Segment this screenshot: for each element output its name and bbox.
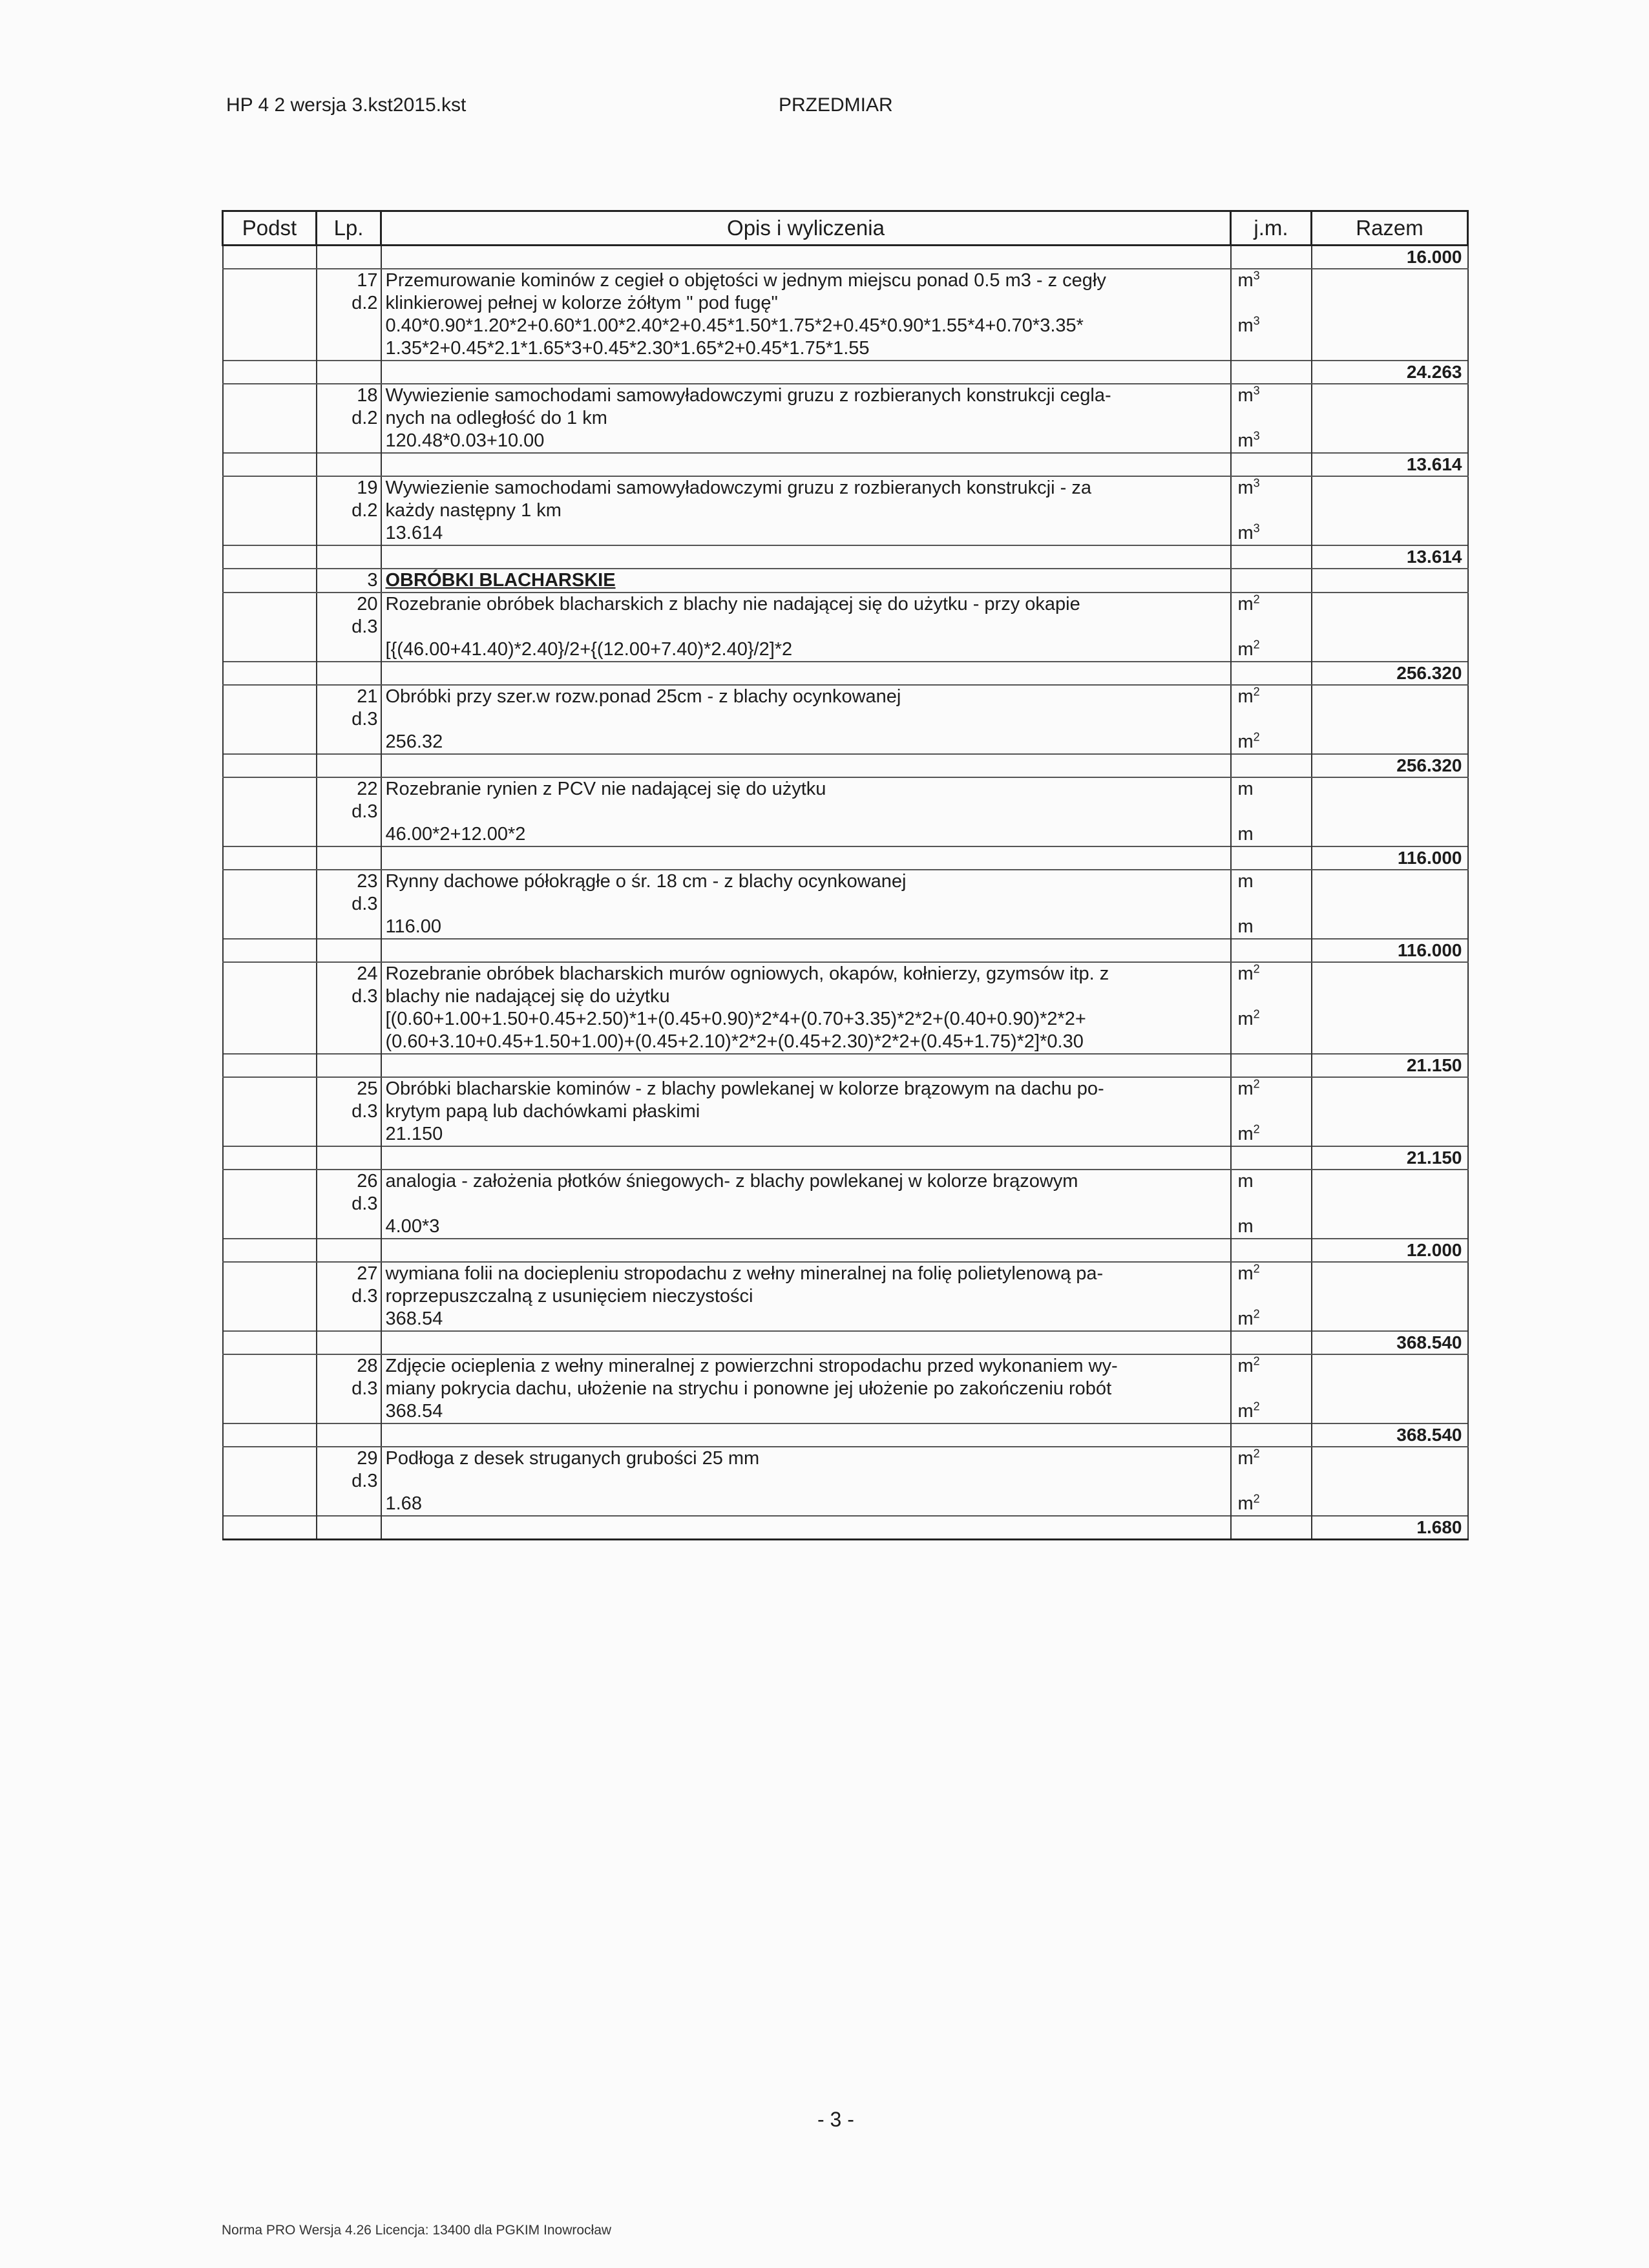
item-podstawa: d.3 xyxy=(317,616,381,638)
sum-row xyxy=(223,662,1468,685)
item-podstawa: d.2 xyxy=(317,499,381,522)
item-line-row xyxy=(223,1447,1468,1470)
item-unit: m xyxy=(1231,1170,1312,1193)
item-unit: $m^2$ xyxy=(1231,1008,1312,1031)
item-line-row xyxy=(223,801,1468,823)
sum-row xyxy=(223,754,1468,777)
item-unit: $m^3$ xyxy=(1231,269,1312,292)
razem-value: 12.000 xyxy=(1312,1239,1468,1262)
item-calculation: 368.54 xyxy=(381,1400,1231,1423)
item-number: 28 xyxy=(317,1354,381,1378)
item-line-row xyxy=(223,1262,1468,1285)
item-description xyxy=(381,893,1231,916)
item-podstawa: d.3 xyxy=(317,1193,381,1215)
item-unit xyxy=(1231,1193,1312,1215)
item-unit xyxy=(1231,1285,1312,1308)
item-unit xyxy=(1231,1378,1312,1400)
item-unit xyxy=(1231,1100,1312,1123)
item-calculation: 13.614 xyxy=(381,522,1231,545)
item-unit: $m^3$ xyxy=(1231,384,1312,407)
item-podstawa: d.3 xyxy=(317,1470,381,1493)
item-description: wymiana folii na dociepleniu stropodachu z wełny mineralnej na folię polietylenową pa- xyxy=(381,1262,1231,1285)
item-number: 26 xyxy=(317,1170,381,1193)
col-header-razem: Razem xyxy=(1312,211,1468,246)
item-calculation: (0.60+3.10+0.45+1.50+1.00)+(0.45+2.10)*2*2+(0.45+2.30)*2*2+(0.45+1.75)*2]*0.30 xyxy=(381,1031,1231,1054)
razem-value: 13.614 xyxy=(1312,453,1468,476)
item-unit xyxy=(1231,337,1312,361)
item-description: roprzepuszczalną z usunięciem nieczystości xyxy=(381,1285,1231,1308)
item-line-row xyxy=(223,1493,1468,1516)
item-line-row xyxy=(223,685,1468,708)
item-unit: $m^2$ xyxy=(1231,1354,1312,1378)
item-line-row xyxy=(223,616,1468,638)
item-line-row xyxy=(223,1100,1468,1123)
item-unit: $m^3$ xyxy=(1231,430,1312,453)
sum-row xyxy=(223,939,1468,962)
sum-row xyxy=(223,1054,1468,1077)
item-description xyxy=(381,616,1231,638)
item-line-row xyxy=(223,708,1468,731)
sum-row xyxy=(223,1239,1468,1262)
item-description: Rynny dachowe półokrągłe o śr. 18 cm - z blachy ocynkowanej xyxy=(381,870,1231,893)
item-unit: $m^3$ xyxy=(1231,476,1312,499)
item-description: Wywiezienie samochodami samowyładowczymi gruzu z rozbieranych konstrukcji cegla- xyxy=(381,384,1231,407)
item-unit xyxy=(1231,1031,1312,1054)
sum-row xyxy=(223,1146,1468,1170)
sum-row xyxy=(223,1516,1468,1540)
razem-value: 256.320 xyxy=(1312,662,1468,685)
item-line-row xyxy=(223,315,1468,337)
item-description: Rozebranie obróbek blacharskich murów ogniowych, okapów, kołnierzy, gzymsów itp. z xyxy=(381,962,1231,985)
sum-row xyxy=(223,246,1468,269)
item-description: miany pokrycia dachu, ułożenie na strychu i ponowne jej ułożenie po zakończeniu robót xyxy=(381,1378,1231,1400)
item-calculation: [{(46.00+41.40)*2.40}/2+{(12.00+7.40)*2.40}/2]*2 xyxy=(381,638,1231,662)
item-number: 25 xyxy=(317,1077,381,1100)
item-description: Wywiezienie samochodami samowyładowczymi gruzu z rozbieranych konstrukcji - za xyxy=(381,476,1231,499)
item-unit: $m^2$ xyxy=(1231,1262,1312,1285)
item-description xyxy=(381,1193,1231,1215)
item-line-row xyxy=(223,916,1468,939)
razem-value: 1.680 xyxy=(1312,1516,1468,1540)
section-number: 3 xyxy=(317,569,381,593)
item-line-row xyxy=(223,292,1468,315)
item-calculation: 4.00*3 xyxy=(381,1215,1231,1239)
item-number: 21 xyxy=(317,685,381,708)
section-row xyxy=(223,569,1468,593)
item-line-row xyxy=(223,593,1468,616)
item-unit: $m^3$ xyxy=(1231,315,1312,337)
item-line-row xyxy=(223,1470,1468,1493)
sum-row xyxy=(223,1423,1468,1447)
col-header-opis: Opis i wyliczenia xyxy=(381,211,1231,246)
item-unit xyxy=(1231,893,1312,916)
item-podstawa: d.3 xyxy=(317,1378,381,1400)
item-calculation: 21.150 xyxy=(381,1123,1231,1146)
item-line-row xyxy=(223,1193,1468,1215)
sum-row xyxy=(223,1331,1468,1354)
item-line-row xyxy=(223,337,1468,361)
item-podstawa: d.3 xyxy=(317,708,381,731)
item-unit: $m^2$ xyxy=(1231,1123,1312,1146)
razem-value: 368.540 xyxy=(1312,1423,1468,1447)
item-number: 17 xyxy=(317,269,381,292)
item-description: 0.40*0.90*1.20*2+0.60*1.00*2.40*2+0.45*1.50*1.75*2+0.45*0.90*1.55*4+0.70*3.35* xyxy=(381,315,1231,337)
item-line-row xyxy=(223,1378,1468,1400)
sum-row xyxy=(223,453,1468,476)
item-unit xyxy=(1231,1470,1312,1493)
item-description: klinkierowej pełnej w kolorze żółtym " pod fugę" xyxy=(381,292,1231,315)
item-line-row xyxy=(223,1008,1468,1031)
item-unit: $m^2$ xyxy=(1231,1308,1312,1331)
item-description: analogia - założenia płotków śniegowych- z blachy powlekanej w kolorze brązowym xyxy=(381,1170,1231,1193)
item-description: Przemurowanie kominów z cegieł o objętości w jednym miejscu ponad 0.5 m3 - z cegły xyxy=(381,269,1231,292)
item-number: 20 xyxy=(317,593,381,616)
item-description: Rozebranie obróbek blacharskich z blachy nie nadającej się do użytku - przy okapie xyxy=(381,593,1231,616)
item-number: 18 xyxy=(317,384,381,407)
razem-value: 116.000 xyxy=(1312,846,1468,870)
sum-row xyxy=(223,846,1468,870)
item-unit: $m^2$ xyxy=(1231,1493,1312,1516)
item-unit: $m^2$ xyxy=(1231,1400,1312,1423)
item-description xyxy=(381,801,1231,823)
header-title: PRZEDMIAR xyxy=(779,94,893,116)
item-line-row xyxy=(223,777,1468,801)
item-podstawa: d.3 xyxy=(317,801,381,823)
item-description: krytym papą lub dachówkami płaskimi xyxy=(381,1100,1231,1123)
section-title: OBRÓBKI BLACHARSKIE xyxy=(381,569,1231,593)
item-podstawa: d.3 xyxy=(317,985,381,1008)
item-unit: $m^2$ xyxy=(1231,1447,1312,1470)
razem-value: 16.000 xyxy=(1312,246,1468,269)
item-calculation: 1.35*2+0.45*2.1*1.65*3+0.45*2.30*1.65*2+0.45*1.75*1.55 xyxy=(381,337,1231,361)
item-calculation: 368.54 xyxy=(381,1308,1231,1331)
item-number: 29 xyxy=(317,1447,381,1470)
item-line-row xyxy=(223,1170,1468,1193)
item-unit: $m^2$ xyxy=(1231,1077,1312,1100)
item-unit xyxy=(1231,801,1312,823)
item-line-row xyxy=(223,1308,1468,1331)
item-line-row xyxy=(223,1077,1468,1100)
item-line-row xyxy=(223,870,1468,893)
item-line-row xyxy=(223,1123,1468,1146)
item-podstawa: d.2 xyxy=(317,292,381,315)
item-unit: $m^2$ xyxy=(1231,962,1312,985)
razem-value: 21.150 xyxy=(1312,1054,1468,1077)
razem-value: 24.263 xyxy=(1312,361,1468,384)
item-description xyxy=(381,1470,1231,1493)
item-description: blachy nie nadającej się do użytku xyxy=(381,985,1231,1008)
item-description: Zdjęcie ocieplenia z wełny mineralnej z powierzchni stropodachu przed wykonaniem wy- xyxy=(381,1354,1231,1378)
item-calculation: 116.00 xyxy=(381,916,1231,939)
page-number: - 3 - xyxy=(817,2108,854,2131)
item-unit xyxy=(1231,708,1312,731)
item-line-row xyxy=(223,823,1468,846)
item-calculation: 256.32 xyxy=(381,731,1231,754)
item-line-row xyxy=(223,269,1468,292)
razem-value: 116.000 xyxy=(1312,939,1468,962)
item-unit: $m^2$ xyxy=(1231,731,1312,754)
item-unit: $m^2$ xyxy=(1231,685,1312,708)
table-header-row xyxy=(223,211,1468,246)
header-filename: HP 4 2 wersja 3.kst2015.kst xyxy=(226,94,467,116)
razem-value: 368.540 xyxy=(1312,1331,1468,1354)
item-number: 24 xyxy=(317,962,381,985)
item-line-row xyxy=(223,1031,1468,1054)
item-unit: m xyxy=(1231,777,1312,801)
item-unit: $m^2$ xyxy=(1231,638,1312,662)
sum-row xyxy=(223,361,1468,384)
item-calculation: 1.68 xyxy=(381,1493,1231,1516)
sum-row xyxy=(223,545,1468,569)
item-line-row xyxy=(223,1285,1468,1308)
item-description: nych na odległość do 1 km xyxy=(381,407,1231,430)
item-podstawa: d.3 xyxy=(317,1100,381,1123)
item-description xyxy=(381,708,1231,731)
item-description: Obróbki przy szer.w rozw.ponad 25cm - z blachy ocynkowanej xyxy=(381,685,1231,708)
item-unit xyxy=(1231,616,1312,638)
item-unit: m xyxy=(1231,1215,1312,1239)
table-body xyxy=(223,246,1468,1540)
item-line-row xyxy=(223,731,1468,754)
footer-license: Norma PRO Wersja 4.26 Licencja: 13400 dla PGKIM Inowrocław xyxy=(222,2223,612,2238)
item-description: Obróbki blacharskie kominów - z blachy powlekanej w kolorze brązowym na dachu po- xyxy=(381,1077,1231,1100)
item-description: każdy następny 1 km xyxy=(381,499,1231,522)
item-calculation: 46.00*2+12.00*2 xyxy=(381,823,1231,846)
przedmiar-table xyxy=(222,210,1469,1540)
item-line-row xyxy=(223,407,1468,430)
item-unit xyxy=(1231,292,1312,315)
item-podstawa: d.3 xyxy=(317,1285,381,1308)
item-description: [(0.60+1.00+1.50+0.45+2.50)*1+(0.45+0.90)*2*4+(0.70+3.35)*2*2+(0.40+0.90)*2*2+ xyxy=(381,1008,1231,1031)
razem-value: 13.614 xyxy=(1312,545,1468,569)
item-podstawa: d.3 xyxy=(317,893,381,916)
razem-value: 256.320 xyxy=(1312,754,1468,777)
item-line-row xyxy=(223,893,1468,916)
item-description: Podłoga z desek struganych grubości 25 mm xyxy=(381,1447,1231,1470)
item-unit: m xyxy=(1231,870,1312,893)
item-unit: m xyxy=(1231,823,1312,846)
col-header-lp: Lp. xyxy=(317,211,381,246)
item-unit: m xyxy=(1231,916,1312,939)
item-line-row xyxy=(223,430,1468,453)
item-unit xyxy=(1231,407,1312,430)
col-header-podst: Podst xyxy=(223,211,317,246)
item-line-row xyxy=(223,638,1468,662)
item-unit: $m^3$ xyxy=(1231,522,1312,545)
item-unit xyxy=(1231,499,1312,522)
item-line-row xyxy=(223,476,1468,499)
item-line-row xyxy=(223,962,1468,985)
item-line-row xyxy=(223,1215,1468,1239)
item-line-row xyxy=(223,1400,1468,1423)
razem-value: 21.150 xyxy=(1312,1146,1468,1170)
col-header-jm: j.m. xyxy=(1231,211,1312,246)
item-line-row xyxy=(223,1354,1468,1378)
item-number: 22 xyxy=(317,777,381,801)
item-number: 19 xyxy=(317,476,381,499)
item-podstawa: d.2 xyxy=(317,407,381,430)
item-line-row xyxy=(223,522,1468,545)
item-line-row xyxy=(223,384,1468,407)
item-description: Rozebranie rynien z PCV nie nadającej się do użytku xyxy=(381,777,1231,801)
item-unit xyxy=(1231,985,1312,1008)
item-unit: $m^2$ xyxy=(1231,593,1312,616)
item-calculation: 120.48*0.03+10.00 xyxy=(381,430,1231,453)
item-number: 27 xyxy=(317,1262,381,1285)
item-line-row xyxy=(223,499,1468,522)
item-number: 23 xyxy=(317,870,381,893)
item-line-row xyxy=(223,985,1468,1008)
